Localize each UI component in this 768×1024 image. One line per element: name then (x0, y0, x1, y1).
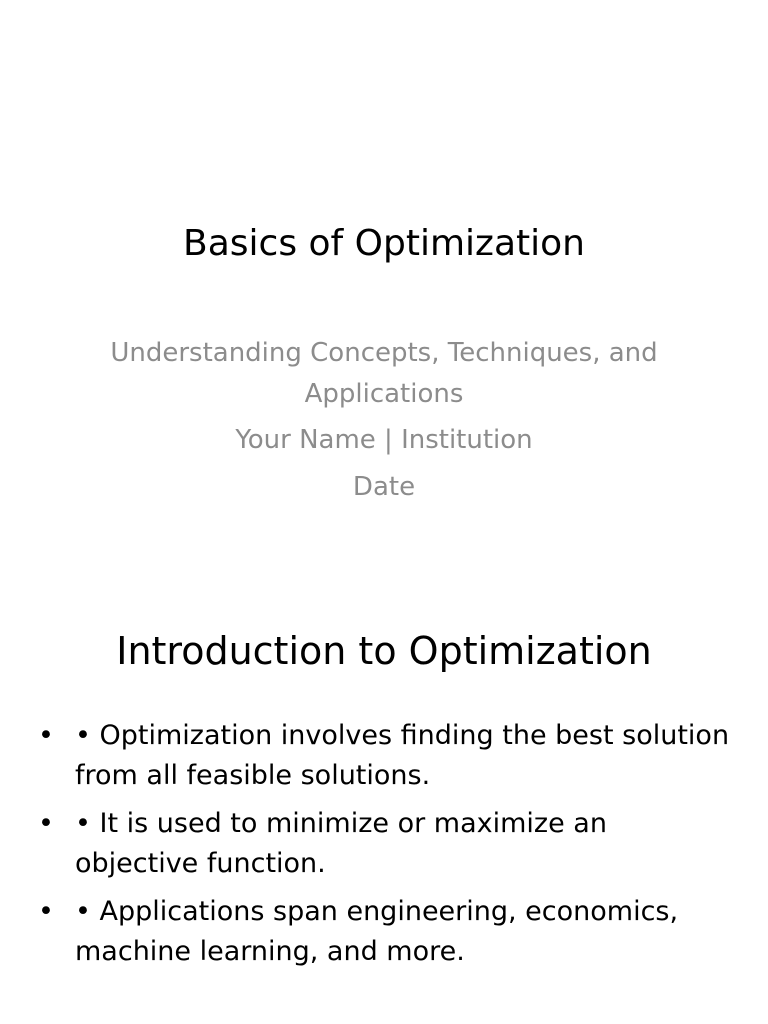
bullet-icon: • (38, 896, 54, 927)
slide-title: Basics of Optimization (183, 223, 585, 264)
slide-title: Introduction to Optimization (116, 629, 652, 673)
bullet-icon: • (38, 720, 54, 751)
bullet-icon: • (38, 808, 54, 839)
content-slide (0, 576, 768, 1024)
bullet-text: • It is used to minimize or maximize an objective function. (75, 808, 607, 879)
list-item (38, 716, 738, 796)
bullet-list (38, 716, 738, 980)
subtitle-line: Understanding Concepts, Techniques, and Applications (110, 338, 658, 409)
list-item (38, 804, 738, 884)
list-item (38, 892, 738, 972)
slide-subtitle (0, 333, 768, 511)
bullet-text: • Optimization involves finding the best solution from all feasible solutions. (75, 720, 730, 791)
bullet-text: • Applications span engineering, economics, machine learning, and more. (75, 896, 679, 967)
author-line: Your Name | Institution (235, 425, 533, 455)
date-line: Date (352, 472, 416, 502)
